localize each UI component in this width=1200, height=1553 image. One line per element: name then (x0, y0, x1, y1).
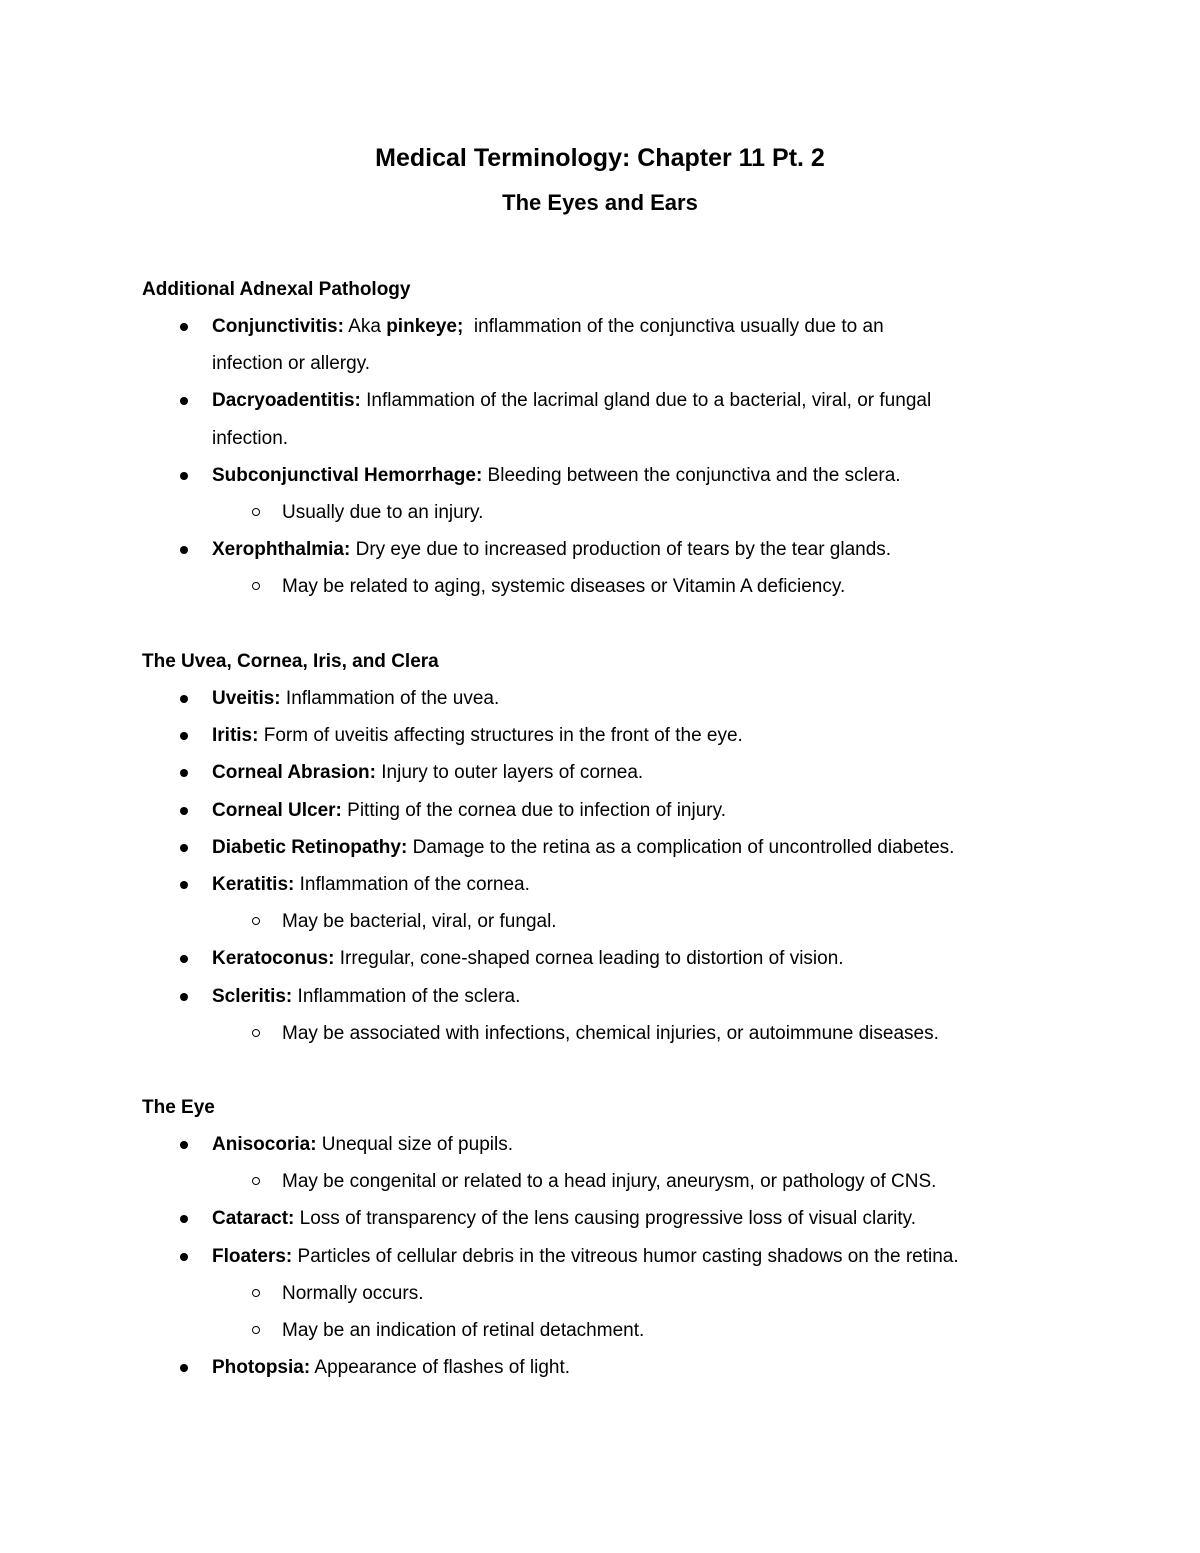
term-alias: pinkeye; (386, 316, 464, 337)
section-additional-adnexal-pathology (142, 271, 1102, 606)
term-definition: Inflammation of the uvea. (280, 688, 500, 709)
list-item (142, 457, 1102, 531)
sub-item: May be an indication of retinal detachment. (212, 1312, 1102, 1349)
term-definition: Pitting of the cornea due to infection of injury. (341, 799, 726, 821)
list-item (142, 308, 1102, 382)
term-label: Conjunctivitis: (212, 316, 344, 337)
sub-item: Normally occurs. (212, 1275, 1102, 1312)
term-label: Corneal Ulcer: (212, 799, 342, 821)
term-definition: Irregular, cone-shaped cornea leading to distortion of vision. (334, 948, 844, 970)
term-definition: Particles of cellular debris in the vitreous humor casting shadows on the retina. (292, 1245, 959, 1267)
list-item (142, 382, 1102, 456)
sub-list (212, 494, 1102, 531)
section-heading: Additional Adnexal Pathology (142, 279, 411, 300)
term-definition: Inflammation of the lacrimal gland due to a bacterial, viral, or fungal (360, 390, 932, 412)
term-definition: Inflammation of the sclera. (292, 985, 521, 1007)
sub-list (212, 1163, 1102, 1200)
term-definition: Damage to the retina as a complication of uncontrolled diabetes. (407, 836, 955, 858)
sub-list (212, 903, 1102, 940)
term-label: Keratoconus: (212, 948, 335, 970)
list-item (142, 866, 1102, 940)
term-label: Diabetic Retinopathy: (212, 836, 408, 858)
term-definition: Bleeding between the conjunctiva and the sclera. (482, 464, 901, 486)
term-definition: Form of uveitis affecting structures in the front of the eye. (258, 725, 743, 747)
term-definition: Loss of transparency of the lens causing progressive loss of visual clarity. (294, 1208, 917, 1230)
list-item (142, 978, 1102, 1052)
term-definition: Injury to outer layers of cornea. (376, 762, 644, 784)
term-definition-continuation: infection. (212, 427, 289, 449)
term-label: Anisocoria: (212, 1134, 317, 1155)
term-list (142, 308, 1102, 606)
list-item (142, 1349, 1102, 1386)
term-label: Cataract: (212, 1208, 295, 1230)
section-heading: The Eye (142, 1097, 215, 1118)
list-item (142, 829, 1102, 866)
sub-item: May be bacterial, viral, or fungal. (212, 903, 1102, 940)
term-label: Scleritis: (212, 985, 293, 1007)
term-definition: Appearance of flashes of light. (310, 1357, 571, 1379)
sub-item: Usually due to an injury. (212, 494, 1102, 531)
section-uvea-cornea-iris-clera (142, 643, 1102, 1052)
list-item (142, 792, 1102, 829)
list-item (142, 1126, 1102, 1200)
sub-item: May be related to aging, systemic diseases or Vitamin A deficiency. (212, 568, 1102, 605)
sub-list (212, 568, 1102, 605)
term-label: Uveitis: (212, 688, 281, 709)
term-label: Iritis: (212, 725, 259, 747)
term-list (142, 1126, 1102, 1386)
document-subtitle: The Eyes and Ears (502, 190, 698, 215)
list-item (142, 717, 1102, 754)
term-label: Floaters: (212, 1245, 293, 1267)
sub-list (212, 1275, 1102, 1349)
list-item (142, 940, 1102, 977)
term-prefix: Aka (343, 316, 387, 337)
section-heading: The Uvea, Cornea, Iris, and Clera (142, 651, 439, 672)
term-definition: inflammation of the conjunctiva usually due to an (463, 316, 884, 337)
sub-list (212, 1015, 1102, 1052)
sub-item: May be associated with infections, chemical injuries, or autoimmune diseases. (212, 1015, 1102, 1052)
list-item (142, 531, 1102, 605)
term-list (142, 680, 1102, 1052)
list-item (142, 754, 1102, 791)
list-item (142, 1238, 1102, 1350)
term-definition: Inflammation of the cornea. (294, 874, 530, 896)
term-label: Keratitis: (212, 874, 295, 896)
term-label: Xerophthalmia: (212, 539, 351, 561)
term-label: Corneal Abrasion: (212, 762, 376, 784)
term-label: Subconjunctival Hemorrhage: (212, 464, 483, 486)
term-definition: Dry eye due to increased production of tears by the tear glands. (350, 539, 892, 561)
term-definition: Unequal size of pupils. (316, 1134, 513, 1155)
term-label: Photopsia: (212, 1357, 311, 1379)
list-item (142, 680, 1102, 717)
term-label: Dacryoadentitis: (212, 390, 361, 412)
term-definition-continuation: infection or allergy. (212, 353, 371, 375)
sub-item: May be congenital or related to a head injury, aneurysm, or pathology of CNS. (212, 1163, 1102, 1200)
document-title: Medical Terminology: Chapter 11 Pt. 2 (375, 144, 825, 172)
list-item (142, 1200, 1102, 1237)
section-the-eye (142, 1089, 1102, 1386)
